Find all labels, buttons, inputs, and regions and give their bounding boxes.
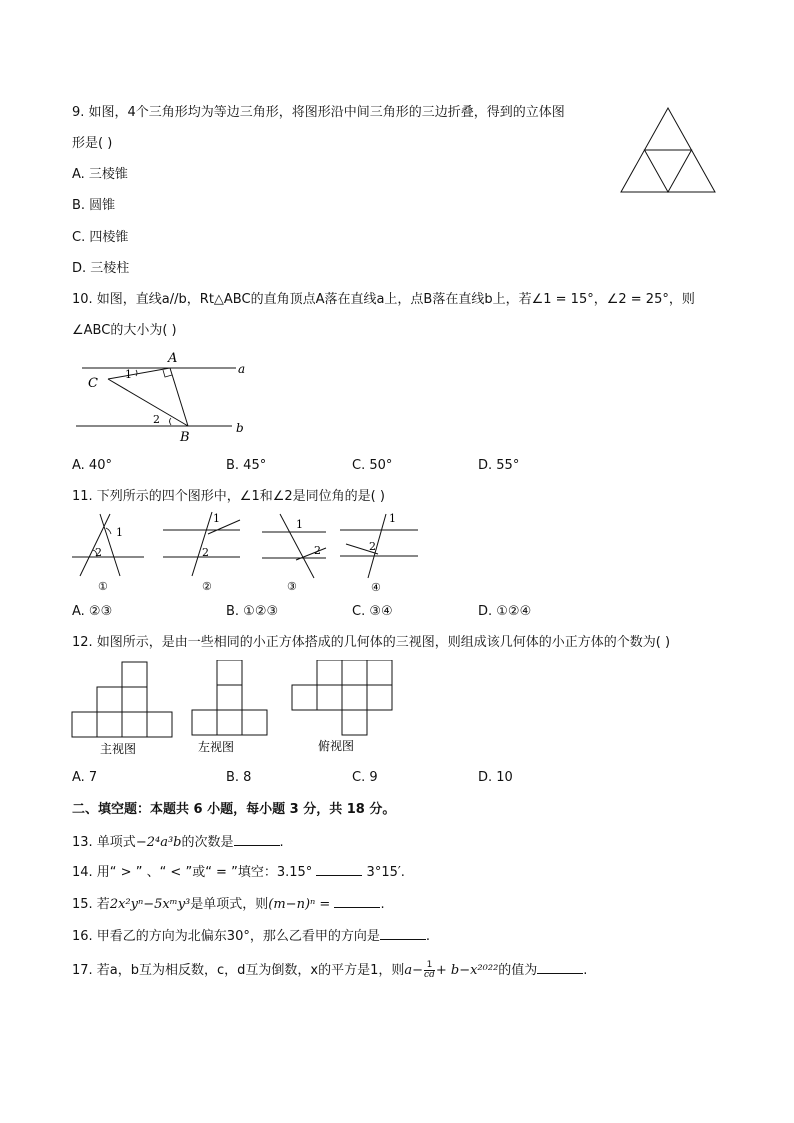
q11-option-b: B. ①②③ bbox=[226, 604, 279, 619]
q9-line1: 9. 如图，4个三角形均为等边三角形，将图形沿中间三角形的三边折叠，得到的立体图 bbox=[72, 105, 565, 120]
q13-answer-blank[interactable] bbox=[234, 833, 280, 846]
q12-left-label: 左视图 bbox=[198, 740, 235, 754]
q11-option-a: A. ②③ bbox=[72, 604, 113, 619]
q17-end: . bbox=[583, 963, 588, 978]
q11-fig4-angle-2: 2 bbox=[369, 540, 376, 553]
q17 bbox=[72, 961, 587, 980]
q11-fig2-angle-1: 1 bbox=[213, 512, 220, 525]
q17-fraction bbox=[424, 961, 435, 980]
q12-line1: 12. 如图所示，是由一些相同的小正方体搭成的几何体的三视图，则组成该几何体的小正方体的个数为( ) bbox=[72, 635, 671, 650]
q10-label-line-b: b bbox=[236, 421, 244, 435]
q11-figure-1 bbox=[72, 514, 144, 593]
q15 bbox=[72, 895, 385, 914]
section-heading-fill-in: 二、填空题：本题共 6 小题，每小题 3 分，共 18 分。 bbox=[72, 802, 396, 817]
q11-figure-4 bbox=[340, 512, 418, 594]
q11-fig2-label: ② bbox=[202, 580, 212, 593]
q11-figure-2 bbox=[163, 512, 240, 593]
q11-fig4-label: ④ bbox=[371, 581, 381, 594]
q12-three-views bbox=[70, 660, 400, 760]
q16-end: . bbox=[425, 929, 430, 944]
q10-option-c: C. 50° bbox=[352, 458, 393, 473]
q11-option-d: D. ①②④ bbox=[478, 604, 532, 619]
q12-front-label: 主视图 bbox=[100, 742, 137, 756]
q16-text: 16. 甲看乙的方向为北偏东30°，那么乙看甲的方向是 bbox=[72, 929, 380, 944]
q10-angle-2: 2 bbox=[153, 413, 160, 426]
q10-option-a: A. 40° bbox=[72, 458, 112, 473]
q9-option-a: A. 三棱锥 bbox=[72, 167, 128, 182]
q16-answer-blank[interactable] bbox=[380, 927, 426, 940]
q13: 13. 单项式−2⁴a³b的次数是 . bbox=[72, 835, 284, 850]
q17-frac-den: cd bbox=[424, 970, 435, 980]
q11-option-c: C. ③④ bbox=[352, 604, 393, 619]
q12-top-label: 俯视图 bbox=[318, 739, 355, 753]
q11-figures bbox=[68, 508, 428, 598]
q14 bbox=[72, 863, 405, 882]
q10-label-b: B bbox=[180, 430, 190, 445]
q11-fig1-label: ① bbox=[98, 580, 108, 593]
q15-middle: 是单项式，则 bbox=[190, 897, 269, 912]
q13-prefix: 13. 单项式 bbox=[72, 835, 136, 850]
q12-top-view bbox=[292, 660, 392, 735]
q10-angle-1: 1 bbox=[125, 368, 132, 381]
q11-line1: 11. 下列所示的四个图形中，∠1和∠2是同位角的是( ) bbox=[72, 489, 385, 504]
q12-front-view bbox=[72, 662, 172, 737]
q10-option-d: D. 55° bbox=[478, 458, 520, 473]
q17-expr-a: a− bbox=[404, 963, 424, 978]
q17-answer-blank[interactable] bbox=[537, 961, 583, 974]
q17-suffix: 的值为 bbox=[498, 963, 538, 978]
q10-line2: ∠ABC的大小为( ) bbox=[72, 323, 177, 338]
q10-option-b: B. 45° bbox=[226, 458, 267, 473]
q14-answer-blank[interactable] bbox=[316, 863, 362, 876]
q15-expr: 2x²yⁿ−5xᵐy³ bbox=[109, 897, 191, 912]
q12-option-b: B. 8 bbox=[226, 770, 252, 785]
q10-line1: 10. 如图，直线a//b，Rt△ABC的直角顶点A落在直线a上，点B落在直线b上，若∠1 = 15°，∠2 = 25°，则 bbox=[72, 292, 695, 307]
q11-fig2-angle-2: 2 bbox=[202, 546, 209, 559]
q10-label-a: A bbox=[168, 351, 178, 366]
q11-fig3-label: ③ bbox=[287, 580, 297, 593]
q11-figure-3 bbox=[262, 514, 326, 593]
q13-suffix: 的次数是 bbox=[181, 835, 234, 850]
q9-triangle-figure bbox=[618, 105, 720, 195]
q15-answer-blank[interactable] bbox=[334, 895, 380, 908]
q9-option-b: B. 圆锥 bbox=[72, 198, 116, 213]
q9-option-c: C. 四棱锥 bbox=[72, 230, 129, 245]
q12-option-d: D. 10 bbox=[478, 770, 513, 785]
q17-expr-b: + b−x²⁰²² bbox=[435, 963, 499, 978]
q12-option-c: C. 9 bbox=[352, 770, 378, 785]
q11-fig1-angle-2: 2 bbox=[95, 546, 102, 559]
q15-expr2: (m−n)ⁿ = bbox=[268, 897, 331, 912]
q15-end: . bbox=[380, 897, 385, 912]
q16 bbox=[72, 927, 430, 946]
q10-label-line-a: a bbox=[238, 362, 246, 376]
q10-figure bbox=[70, 348, 260, 448]
q14-after: 3°15′. bbox=[366, 865, 405, 880]
q10-label-c: C bbox=[88, 376, 98, 391]
q11-fig4-angle-1: 1 bbox=[389, 512, 396, 525]
q13-expr: −2⁴a³b bbox=[135, 835, 182, 850]
q9-line2: 形是( ) bbox=[72, 136, 113, 151]
q15-prefix: 15. 若 bbox=[72, 897, 110, 912]
q14-text: 14. 用“ > ” 、“ < ”或“ = ”填空：3.15° bbox=[72, 865, 313, 880]
q17-prefix: 17. 若a，b互为相反数，c，d互为倒数，x的平方是1，则 bbox=[72, 963, 405, 978]
q12-left-view bbox=[192, 660, 267, 735]
q11-fig3-angle-1: 1 bbox=[296, 518, 303, 531]
q9-option-d: D. 三棱柱 bbox=[72, 261, 130, 276]
q12-option-a: A. 7 bbox=[72, 770, 98, 785]
q11-fig3-angle-2: 2 bbox=[314, 544, 321, 557]
q17-frac-num: 1 bbox=[424, 961, 435, 971]
q11-fig1-angle-1: 1 bbox=[116, 526, 123, 539]
